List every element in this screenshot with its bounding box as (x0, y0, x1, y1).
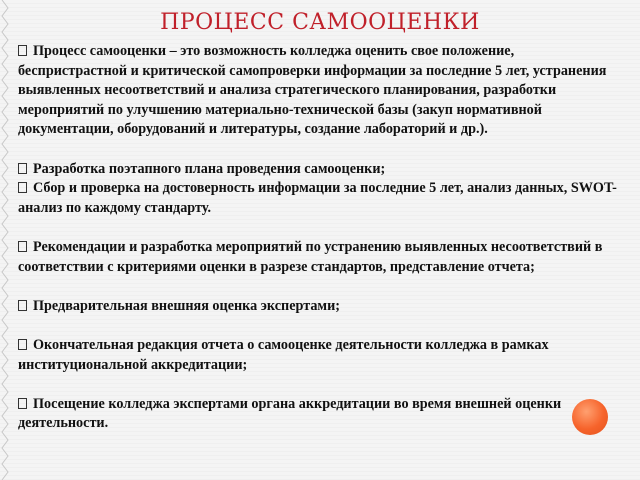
paragraph-text: Рекомендации и разработка мероприятий по устранению выявленных несоответствий в соответствии с критериями оценки в разрезе стандартов, представление отчета; (18, 238, 603, 275)
paragraph-1 (18, 42, 618, 140)
paragraph-text: Окончательная редакция отчета о самооценке деятельности колледжа в рамках институциональной аккредитации; (18, 336, 549, 373)
square-bullet-icon (18, 45, 27, 56)
slide-content (18, 42, 618, 434)
square-bullet-icon (18, 182, 27, 193)
paragraph-4 (18, 238, 618, 277)
paragraph-text: Предварительная внешняя оценка экспертами; (33, 297, 340, 314)
square-bullet-icon (18, 339, 27, 350)
left-zigzag-border (0, 0, 12, 480)
paragraph-text: Сбор и проверка на достоверность информации за последние 5 лет, анализ данных, SWOT-анализ по каждому стандарту. (18, 180, 617, 216)
paragraph-text: Процесс самооценки – это возможность колледжа оценить свое положение, беспристрастной и критической самопроверки информации за последние 5 лет, устранения выявленных несоответствий и анализа стратегического планирования, разработки мероприятий по улучшению материально-технической базы (закуп нормативной документации, оборудований и литературы, создание лабораторий и др.). (18, 43, 607, 138)
paragraph-5 (18, 297, 618, 317)
square-bullet-icon (18, 241, 27, 252)
paragraph-3 (18, 179, 618, 218)
paragraph-2 (18, 160, 618, 180)
square-bullet-icon (18, 300, 27, 311)
page-title: ПРОЦЕСС САМООЦЕНКИ (160, 10, 480, 35)
square-bullet-icon (18, 398, 27, 409)
paragraph-text: Посещение колледжа экспертами органа аккредитации во время внешней оценки деятельности. (18, 395, 562, 432)
square-bullet-icon (18, 163, 27, 174)
zigzag-border-icon (0, 0, 12, 480)
paragraph-6 (18, 336, 618, 375)
paragraph-7 (18, 395, 618, 434)
orange-circle-icon (572, 399, 608, 435)
paragraph-text: Разработка поэтапного плана проведения самооценки; (33, 160, 386, 177)
